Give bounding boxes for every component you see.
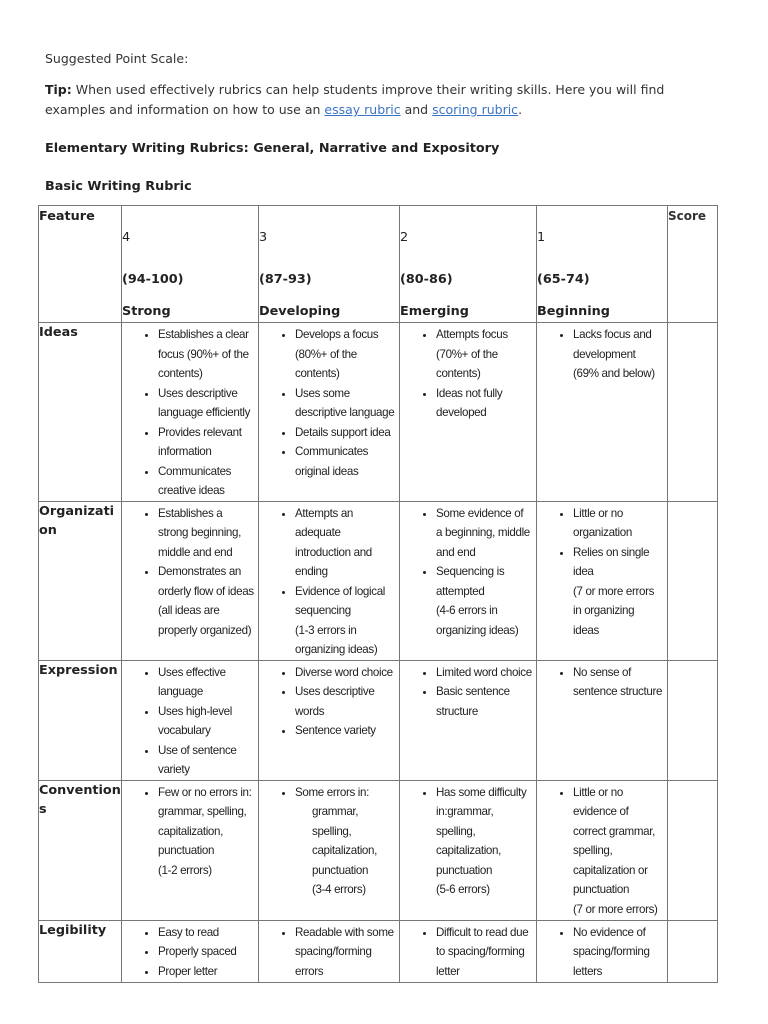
rubric-table [38,205,718,983]
criteria-text: Lacks focus and development [573,328,652,361]
criteria-item [295,582,395,660]
criteria-text: Uses descriptive words [295,685,375,718]
criteria-text: No evidence of spacing/forming letters [573,925,650,978]
criteria-list [259,921,399,982]
table-row [39,660,718,780]
criteria-note: grammar, [312,805,359,818]
criteria-cell [537,920,668,982]
criteria-text: Establishes a clear focus (90%+ of the contents) [158,328,249,380]
criteria-cell [400,920,537,982]
criteria-text: Easy to read [158,925,219,939]
criteria-text: Attempts an adequate introduction and ending [295,506,372,578]
criteria-text: Develops a focus (80%+ of the contents) [295,328,379,380]
criteria-text: Evidence of logical sequencing [295,584,386,617]
table-row [39,323,718,502]
criteria-item [573,504,663,543]
criteria-cell [259,920,400,982]
criteria-list [259,323,399,481]
criteria-text: Little or no organization [573,506,632,539]
level-number: 3 [259,230,268,245]
table-row [39,920,718,982]
criteria-item [158,942,254,962]
criteria-text: Limited word choice [436,665,532,679]
criteria-text: Uses effective language [158,665,226,698]
level-name: Developing [259,304,341,319]
criteria-list [122,323,258,501]
level-header [122,206,259,323]
criteria-note: (1-2 errors) [158,863,212,877]
tip-period: . [518,102,523,117]
criteria-text: Few or no errors in: grammar, spelling, capitalization, punctuation [158,785,252,857]
criteria-text: Properly spaced [158,945,237,958]
criteria-note: (5-6 errors) [436,883,490,896]
criteria-note: (3-4 errors) [312,883,366,896]
criteria-list [400,323,536,423]
section-heading: Elementary Writing Rubrics: General, Narrative and Expository [45,141,500,156]
criteria-text: Readable with some spacing/forming errors [295,925,394,978]
score-cell[interactable] [668,660,718,780]
criteria-text: Some evidence of a beginning, middle and end [436,506,530,559]
criteria-cell [259,501,400,660]
criteria-list [400,781,536,900]
criteria-list [400,921,536,982]
criteria-text: Relies on single idea [573,545,650,578]
level-header [400,206,537,323]
criteria-note: (1-3 errors in organizing ideas) [295,623,378,656]
level-range: (94-100) [122,272,184,287]
criteria-list [537,502,667,641]
criteria-text: Proper letter [158,964,218,978]
level-name: Strong [122,304,171,319]
criteria-list [537,921,667,982]
criteria-item [158,783,254,881]
table-heading: Basic Writing Rubric [45,179,192,194]
criteria-text: Demonstrates an orderly flow of ideas [158,565,254,598]
criteria-text: Use of sentence variety [158,743,237,776]
criteria-text: Ideas not fully developed [436,386,503,419]
criteria-cell [537,660,668,780]
criteria-cell [537,501,668,660]
criteria-cell [122,780,259,920]
criteria-text: Details support idea [295,425,391,439]
level-header [537,206,668,323]
criteria-text: Diverse word choice [295,665,393,679]
criteria-cell [400,660,537,780]
scoring-rubric-link[interactable]: scoring rubric [432,102,519,117]
criteria-item [295,504,395,582]
criteria-item [295,663,395,683]
criteria-list [537,781,667,920]
feature-cell: Ideas [39,323,122,502]
criteria-text: Sentence variety [295,724,376,737]
criteria-item [436,504,532,563]
criteria-item [295,682,395,721]
criteria-item [295,384,395,423]
criteria-list [537,661,667,702]
level-number: 4 [122,230,131,245]
criteria-item [158,384,254,423]
criteria-text: Provides relevant information [158,425,242,458]
criteria-list [122,661,258,780]
table-row [39,780,718,920]
score-cell[interactable] [668,501,718,660]
criteria-item [573,543,663,641]
criteria-text: Communicates original ideas [295,445,369,478]
criteria-note: (all ideas are properly organized) [158,604,252,637]
criteria-item [436,325,532,384]
criteria-text: Some errors in: [295,785,369,799]
criteria-list [122,502,258,641]
criteria-item [573,923,663,982]
criteria-cell [259,780,400,920]
level-range: (80-86) [400,272,453,287]
criteria-item [295,442,395,481]
criteria-item [158,504,254,563]
score-cell[interactable] [668,920,718,982]
criteria-list [259,781,399,900]
criteria-cell [537,780,668,920]
criteria-item [436,923,532,982]
criteria-cell [122,660,259,780]
feature-cell: Organization [39,501,122,660]
feature-cell: Conventions [39,780,122,920]
criteria-text: Has some difficulty in:grammar, spelling, capitalization, punctuation [436,785,527,877]
tip-label: Tip: [45,82,72,97]
criteria-item [295,721,395,741]
tip-and: and [400,102,433,117]
criteria-item [158,462,254,501]
feature-cell: Expression [39,660,122,780]
criteria-note: punctuation [312,863,369,877]
criteria-list [400,661,536,722]
level-number: 2 [400,230,409,245]
criteria-list [259,661,399,741]
criteria-item [295,325,395,384]
criteria-item [573,325,663,384]
feature-cell: Legibility [39,920,122,982]
criteria-list [122,781,258,881]
criteria-cell [122,501,259,660]
criteria-text: No sense of sentence structure [573,665,663,698]
tip-paragraph [45,80,705,120]
criteria-item [295,783,395,900]
criteria-item [295,923,395,982]
suggested-point-scale: Suggested Point Scale: [45,51,189,66]
criteria-text: Communicates creative ideas [158,464,232,497]
level-number: 1 [537,230,546,245]
criteria-cell [400,780,537,920]
score-header: Score [668,206,718,323]
criteria-item [295,423,395,443]
table-row [39,501,718,660]
criteria-text: Little or no evidence of correct grammar, spelling, capitalization or punctuation [573,785,656,896]
essay-rubric-link[interactable]: essay rubric [324,102,401,117]
criteria-note: (69% and below) [573,367,655,380]
criteria-cell [122,920,259,982]
criteria-item [158,962,254,982]
criteria-item [436,384,532,423]
criteria-list [122,921,258,982]
score-cell[interactable] [668,780,718,920]
level-name: Beginning [537,304,610,319]
criteria-cell [122,323,259,502]
level-header [259,206,400,323]
criteria-list [400,502,536,641]
criteria-cell [400,501,537,660]
criteria-cell [537,323,668,502]
criteria-cell [400,323,537,502]
score-cell[interactable] [668,323,718,502]
criteria-item [158,923,254,943]
criteria-text: Uses descriptive language efficiently [158,386,251,419]
tip-text: When used effectively rubrics can help students improve their writing skills. Here you will find examples and information on how to use an [45,82,665,117]
criteria-text: Sequencing is attempted [436,565,505,598]
criteria-list [259,502,399,660]
criteria-item [158,702,254,741]
criteria-item [158,423,254,462]
criteria-item [158,562,254,640]
feature-header: Feature [39,206,122,323]
criteria-note: spelling, [312,824,352,838]
criteria-item [158,325,254,384]
criteria-cell [259,323,400,502]
criteria-item [436,562,532,640]
criteria-item [573,783,663,920]
criteria-text: Basic sentence structure [436,685,510,718]
criteria-item [158,663,254,702]
criteria-text: Uses high-level vocabulary [158,704,233,737]
criteria-cell [259,660,400,780]
level-name: Emerging [400,304,469,319]
criteria-note: (4-6 errors in organizing ideas) [436,604,519,637]
criteria-text: Attempts focus (70%+ of the contents) [436,328,508,380]
level-range: (87-93) [259,272,312,287]
criteria-text: Difficult to read due to spacing/forming letter [436,925,529,978]
criteria-text: Establishes a strong beginning, middle and end [158,506,242,559]
criteria-item [158,741,254,780]
criteria-list [537,323,667,384]
criteria-note: (7 or more errors) [573,902,658,916]
criteria-note: (7 or more errors in organizing ideas [573,584,655,637]
criteria-text: Uses some descriptive language [295,386,395,419]
criteria-item [436,682,532,721]
criteria-item [573,663,663,702]
level-range: (65-74) [537,272,590,287]
criteria-item [436,663,532,683]
header-row [39,206,718,323]
criteria-item [436,783,532,900]
criteria-note: capitalization, [312,844,377,857]
